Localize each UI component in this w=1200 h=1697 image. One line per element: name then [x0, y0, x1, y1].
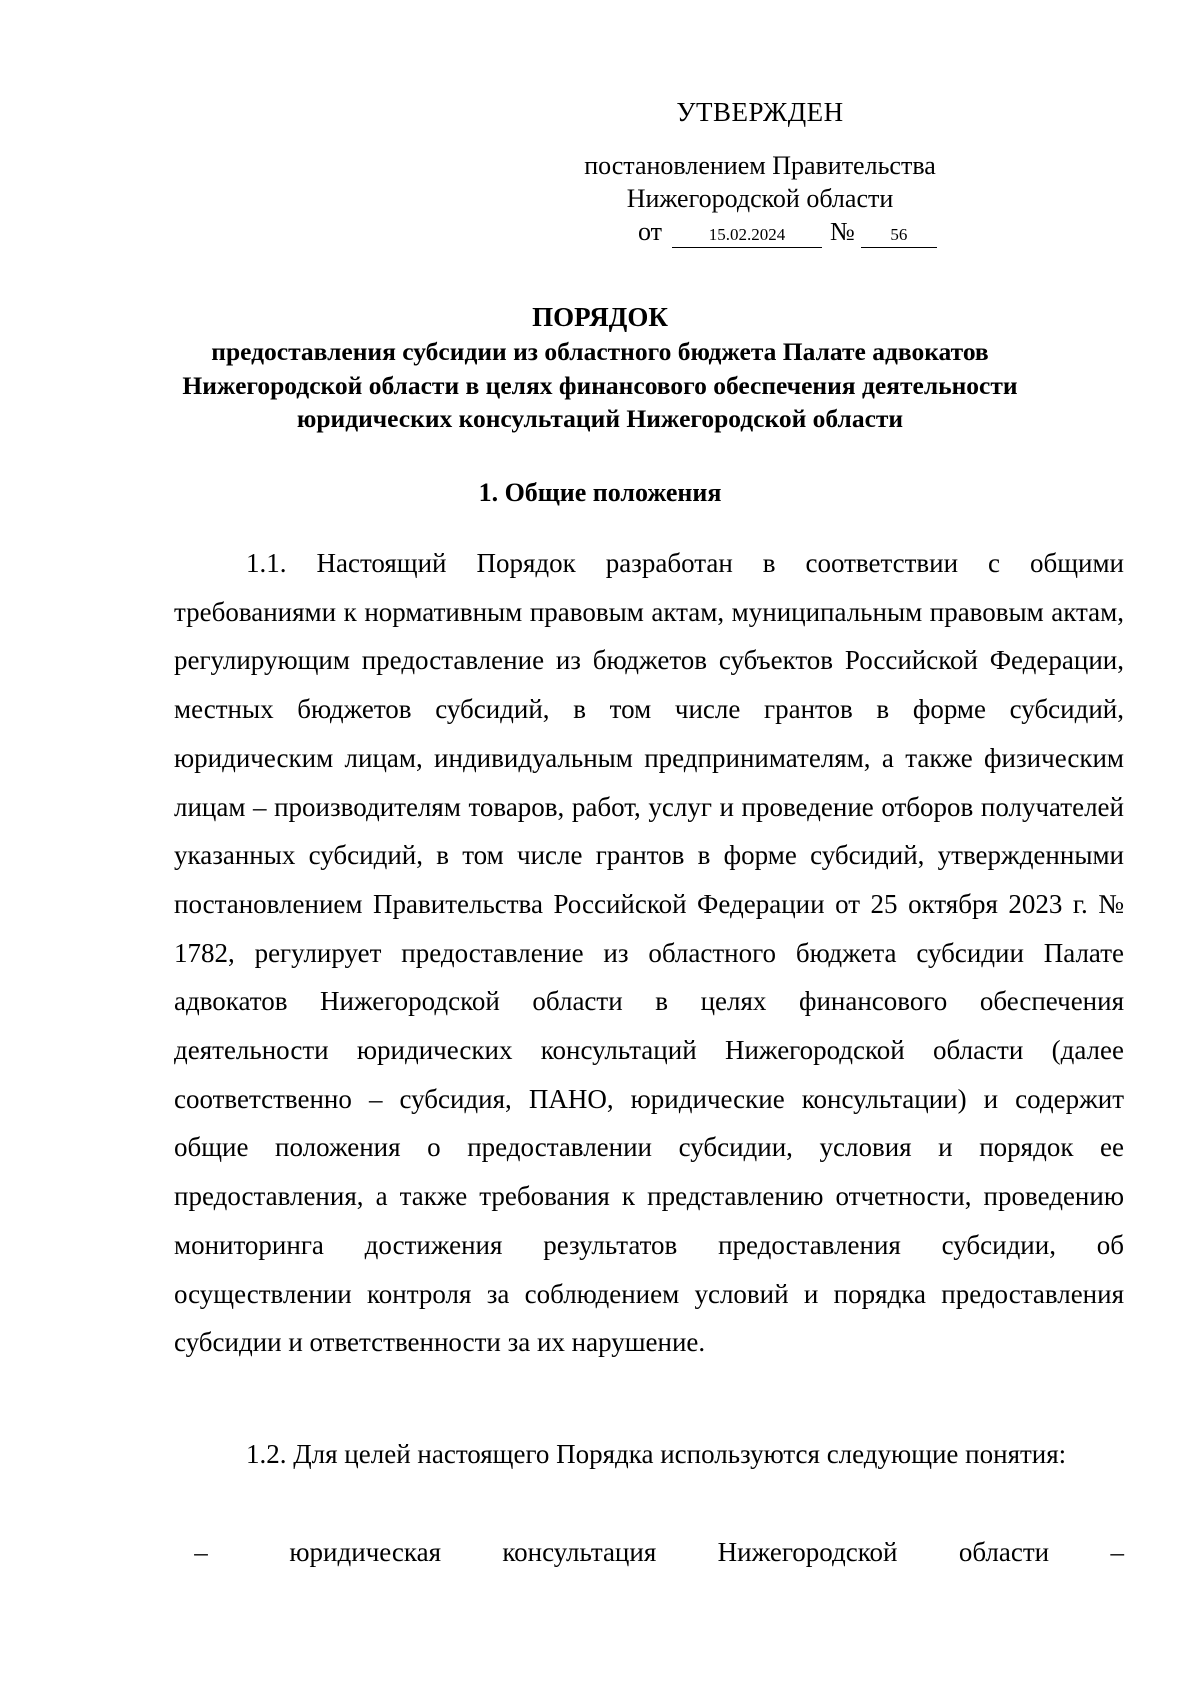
definition-word: консультация — [502, 1537, 657, 1567]
section-heading: 1. Общие положения — [478, 478, 722, 507]
definition-word: Нижегородской — [717, 1537, 898, 1567]
approval-number: 56 — [861, 223, 937, 248]
paragraph-definition — [174, 1528, 1124, 1576]
approval-date-line — [638, 216, 937, 248]
definition-word: области — [958, 1537, 1050, 1567]
list-dash: – — [194, 1537, 208, 1567]
paragraph-1-2-text: 1.2. Для целей настоящего Порядка используются следующие понятия: — [246, 1439, 1067, 1469]
date-prefix: от — [638, 217, 663, 246]
paragraph-1-1 — [174, 539, 1124, 1367]
definition-dash: – — [1110, 1537, 1124, 1567]
document-title: ПОРЯДОК — [532, 302, 668, 332]
paragraph-1-1-text: 1.1. Настоящий Порядок разработан в соответствии с общими требованиями к нормативным правовым актам, муниципальным правовым актам, регулирующим предоставление из бюджетов субъектов Российской Федерации, местных бюджетов субсидий, в том числе грантов в форме субсидий, юридическим лицам, индивидуальным предпринимателям, а также физическим лицам – производителям товаров, работ, услуг и проведение отборов получателей указанных субсидий, в том числе грантов в форме субсидий, утвержденными постановлением Правительства Российской Федерации от 25 октября 2023 г. № 1782, регулирует предоставление из областного бюджета субсидии Палате адвокатов Нижегородской области в целях финансового обеспечения деятельности юридических консультаций Нижегородской области (далее соответственно – субсидия, ПАНО, юридические консультации) и содержит общие положения о предоставлении субсидии, условия и порядок ее предоставления, а также требования к представлению отчетности, проведению мониторинга достижения результатов предоставления субсидии, об осуществлении контроля за соблюдением условий и порядка предоставления субсидии и ответственности за их нарушение. — [174, 548, 1124, 1358]
approval-title: УТВЕРЖДЕН — [676, 97, 844, 127]
approval-line-2: Нижегородской области — [626, 184, 894, 213]
number-sign: № — [830, 217, 855, 246]
approval-line-1: постановлением Правительства — [584, 151, 936, 180]
definition-word: юридическая — [289, 1537, 442, 1567]
approval-date: 15.02.2024 — [672, 223, 822, 248]
paragraph-1-2 — [174, 1430, 1124, 1479]
document-subtitle: предоставления субсидии из областного бюджета Палате адвокатов Нижегородской области в целях финансового обеспечения деятельности юридических консультаций Нижегородской области — [182, 337, 1018, 433]
